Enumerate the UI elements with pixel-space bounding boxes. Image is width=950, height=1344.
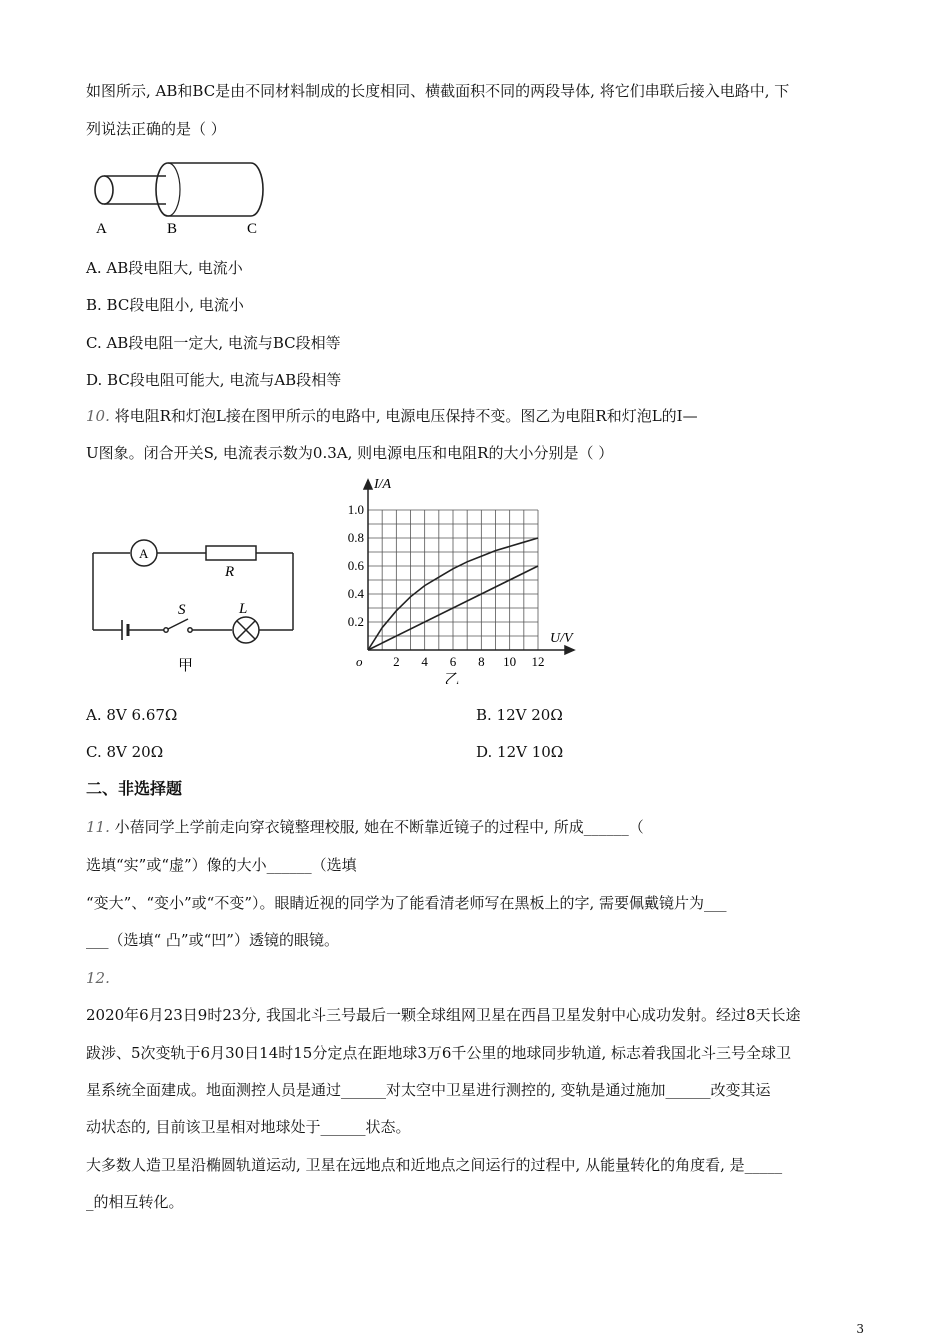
page-number: 3 bbox=[856, 1322, 864, 1336]
q11-line3: “变大”、“变小”或“不变”）。眼睛近视的同学为了能看清老师写在黑板上的字, 需要佩戴镜片为___ bbox=[86, 894, 727, 912]
label-a: A bbox=[96, 221, 107, 237]
resistor-symbol bbox=[206, 546, 256, 560]
q11-text1: 小蓓同学上学前走向穿衣镜整理校服, 她在不断靠近镜子的过程中, 所成______（ bbox=[109, 818, 644, 836]
lamp-label: L bbox=[239, 601, 248, 617]
label-b: B bbox=[167, 221, 178, 237]
x-tick-label: 8 bbox=[478, 654, 485, 669]
label-c: C bbox=[247, 221, 258, 237]
circuit-diagram bbox=[86, 530, 306, 675]
y-tick-label: 1.0 bbox=[347, 502, 364, 517]
iu-graph bbox=[340, 478, 590, 684]
y-tick-label: 0.8 bbox=[347, 530, 364, 545]
q10-option-c: C. 8V 20Ω bbox=[86, 743, 164, 761]
x-tick-label: 2 bbox=[393, 654, 400, 669]
q10-option-a: A. 8V 6.67Ω bbox=[86, 706, 178, 724]
switch-label: S bbox=[178, 602, 186, 618]
q12-line6: _的相互转化。 bbox=[86, 1193, 184, 1211]
q10-option-b: B. 12V 20Ω bbox=[476, 706, 563, 724]
ammeter-label: A bbox=[139, 546, 149, 561]
y-tick-label: 0.4 bbox=[347, 586, 364, 601]
y-axis-label: I/A bbox=[374, 478, 392, 492]
q10-stem-line1 bbox=[86, 406, 698, 426]
y-tick-label: 0.6 bbox=[347, 558, 364, 573]
conductor-figure bbox=[86, 158, 271, 238]
y-tick-label: 0.2 bbox=[347, 614, 364, 629]
q12-line3: 星系统全面建成。地面测控人员是通过______对太空中卫星进行测控的, 变轨是通过施加______改变其运 bbox=[86, 1081, 771, 1099]
q12-line5: 大多数人造卫星沿椭圆轨道运动, 卫星在远地点和近地点之间运行的过程中, 从能量转化的角度看, 是_____ bbox=[86, 1156, 783, 1174]
q9-option-a: A. AB段电阻大, 电流小 bbox=[86, 259, 243, 277]
y-axis-arrow bbox=[364, 480, 372, 489]
q9-stem-line1: 如图所示, AB和BC是由不同材料制成的长度相同、横截面积不同的两段导体, 将它们串联后接入电路中, 下 bbox=[86, 82, 790, 100]
origin-label: o bbox=[356, 654, 363, 669]
x-tick-label: 4 bbox=[421, 654, 428, 669]
q9-option-b: B. BC段电阻小, 电流小 bbox=[86, 296, 244, 314]
section2-title: 二、非选择题 bbox=[86, 779, 183, 798]
q9-stem-line2: 列说法正确的是（ ） bbox=[86, 120, 226, 138]
q11-line1 bbox=[86, 817, 644, 837]
q12-line1: 2020年6月23日9时23分, 我国北斗三号最后一颗全球组网卫星在西昌卫星发射中心成功发射。经过8天长途 bbox=[86, 1006, 801, 1024]
x-tick-label: 12 bbox=[531, 654, 545, 669]
circuit-caption: 甲 bbox=[178, 658, 194, 674]
chart-caption: 乙 bbox=[444, 672, 460, 684]
x-axis-arrow bbox=[565, 646, 574, 654]
resistor-label: R bbox=[225, 564, 235, 580]
q12-number: 12. bbox=[86, 969, 110, 987]
q11-line4: ___（选填“ 凸”或“凹”）透镜的眼镜。 bbox=[86, 931, 339, 949]
q10-number: 10. bbox=[86, 407, 110, 425]
x-axis-label: U/V bbox=[550, 631, 573, 646]
q10-option-d: D. 12V 10Ω bbox=[476, 743, 564, 761]
q10-stem-text1: 将电阻R和灯泡L接在图甲所示的电路中, 电源电压保持不变。图乙为电阻R和灯泡L的I— bbox=[109, 407, 698, 425]
q9-option-c: C. AB段电阻一定大, 电流与BC段相等 bbox=[86, 334, 341, 352]
q10-stem-line2: U图象。闭合开关S, 电流表示数为0.3A, 则电源电压和电阻R的大小分别是（ ） bbox=[86, 444, 614, 462]
q9-option-d: D. BC段电阻可能大, 电流与AB段相等 bbox=[86, 371, 342, 389]
q11-line2: 选填“实”或“虚”）像的大小______（选填 bbox=[86, 856, 357, 874]
switch-blade bbox=[168, 619, 188, 629]
q12-line2: 跋涉、5次变轨于6月30日14时15分定点在距地球3万6千公里的地球同步轨道, 标志着我国北斗三号全球卫 bbox=[86, 1044, 791, 1062]
x-tick-label: 10 bbox=[503, 654, 517, 669]
q12-line4: 动状态的, 目前该卫星相对地球处于______状态。 bbox=[86, 1118, 411, 1136]
x-tick-label: 6 bbox=[449, 654, 457, 669]
q11-number: 11. bbox=[86, 818, 110, 836]
